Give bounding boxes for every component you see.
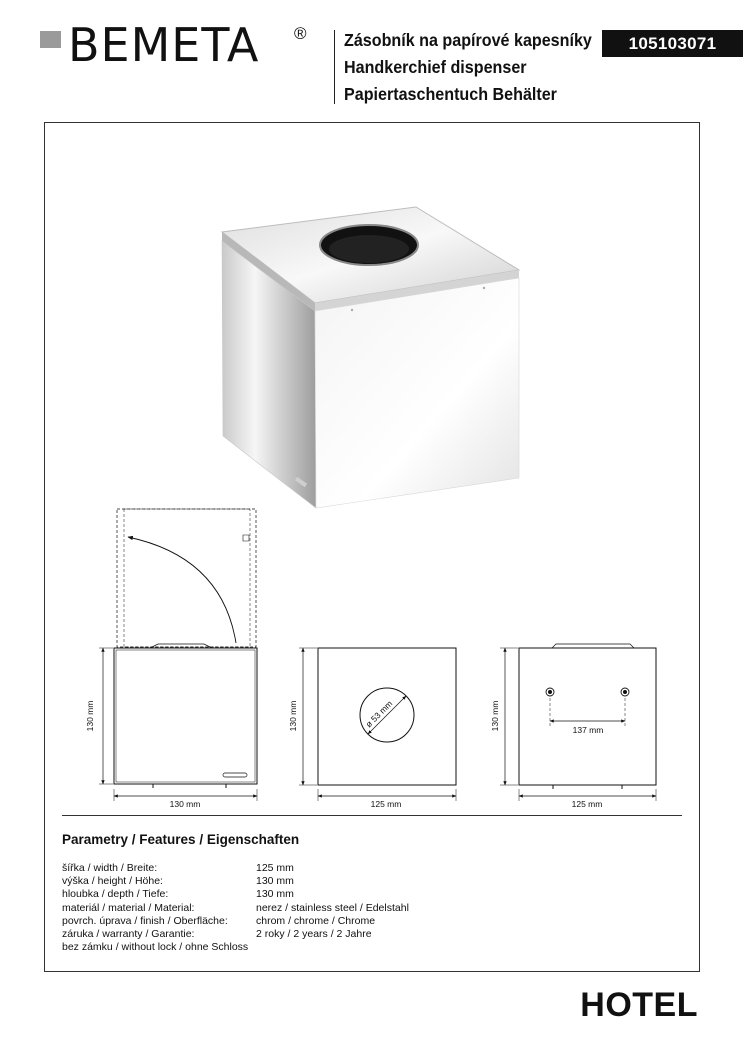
feature-value: 130 mm xyxy=(256,875,294,888)
back-height-label: 130 mm xyxy=(490,700,500,732)
back-width-label: 125 mm xyxy=(571,799,603,809)
feature-label: záruka / warranty / Garantie: xyxy=(62,928,195,941)
front-height-label: 130 mm xyxy=(288,700,298,732)
title-en: Handkerchief dispenser xyxy=(344,57,527,77)
features-list xyxy=(62,862,662,954)
feature-label: povrch. úprava / finish / Oberfläche: xyxy=(62,914,228,927)
feature-value: 130 mm xyxy=(256,888,294,901)
feature-row xyxy=(62,902,662,915)
feature-label: hloubka / depth / Tiefe: xyxy=(62,888,169,901)
side-height-label: 130 mm xyxy=(85,700,95,732)
feature-label: výška / height / Höhe: xyxy=(62,875,163,888)
title-cz: Zásobník na papírové kapesníky xyxy=(344,30,592,50)
category-label: HOTEL xyxy=(580,986,698,1024)
feature-row xyxy=(62,928,662,941)
feature-value: 125 mm xyxy=(256,862,294,874)
feature-row xyxy=(62,875,662,888)
feature-row xyxy=(62,915,662,928)
feature-label: šířka / width / Breite: xyxy=(62,862,158,874)
features-title: Parametry / Features / Eigenschaften xyxy=(62,832,300,847)
features-separator xyxy=(62,815,682,816)
front-view-drawing xyxy=(299,648,456,801)
feature-row xyxy=(62,941,662,954)
feature-label: bez zámku / without lock / ohne Schloss xyxy=(62,941,249,954)
front-width-label: 125 mm xyxy=(370,799,402,809)
hole-diameter-label: ø 53 mm xyxy=(363,698,395,730)
brand-name: BEMETA xyxy=(68,18,260,72)
side-view-drawing xyxy=(99,509,257,801)
product-code-badge: 105103071 xyxy=(602,30,743,57)
side-width-label: 130 mm xyxy=(169,799,201,809)
feature-label: materiál / material / Material: xyxy=(62,901,195,914)
back-view-drawing xyxy=(500,644,656,801)
feature-value: nerez / stainless steel / Edelstahl xyxy=(256,901,409,914)
registered-mark: ® xyxy=(294,24,307,43)
holes-distance-label: 137 mm xyxy=(572,725,604,735)
feature-row xyxy=(62,862,662,875)
feature-value: chrom / chrome / Chrome xyxy=(256,914,376,927)
title-de: Papiertaschentuch Behälter xyxy=(344,84,557,104)
features-section xyxy=(62,832,662,954)
feature-value: 2 roky / 2 years / 2 Jahre xyxy=(256,928,372,941)
product-photo xyxy=(222,207,519,508)
feature-row xyxy=(62,888,662,901)
